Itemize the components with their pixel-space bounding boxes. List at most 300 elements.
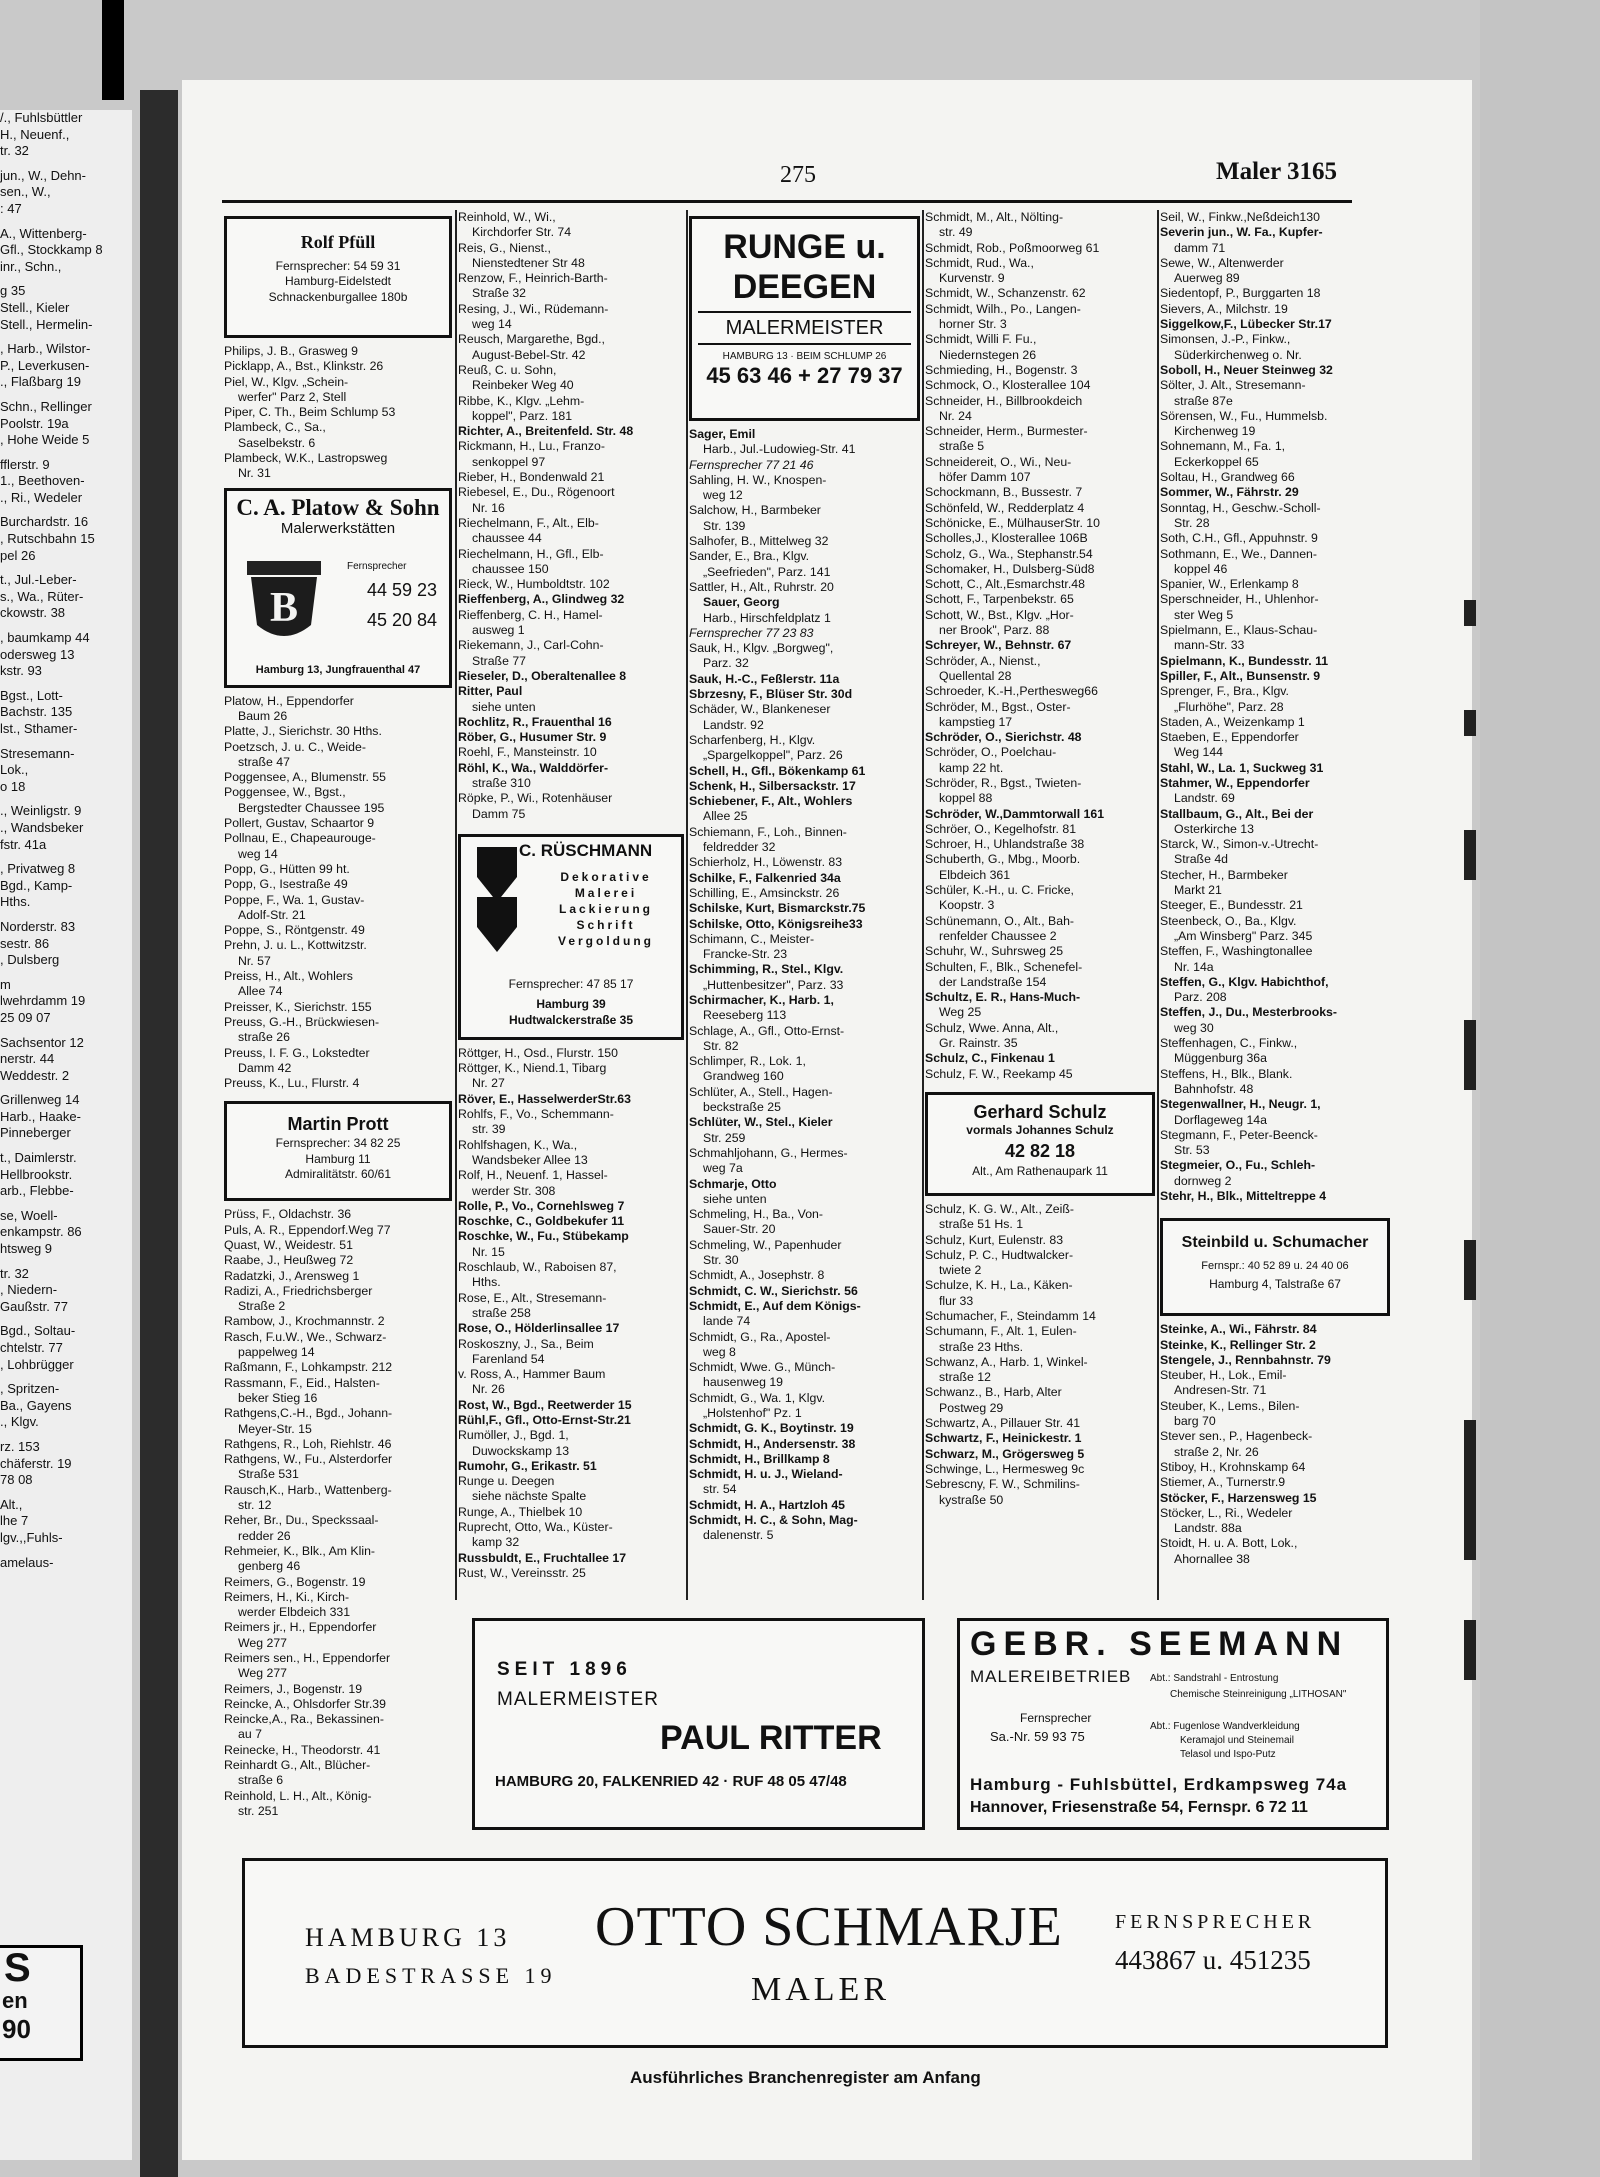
entry-line: Salchow, H., Barmbeker <box>689 503 821 518</box>
entry-line: Kurvenstr. 9 <box>939 271 1005 286</box>
entry-line: Seil, W., Finkw.,Neßdeich130 <box>1160 210 1320 224</box>
service-line: Schrift <box>576 917 636 932</box>
entry-line: Schimming, R., Stel., Klgv. <box>689 962 844 977</box>
entry-line: Str. 82 <box>703 1038 739 1053</box>
entry-line: Str. 259 <box>703 1130 746 1145</box>
entry-line: Schwartz, F., Heinickestr. 1 <box>925 1431 1082 1446</box>
entry-line: Nr. 15 <box>472 1244 505 1259</box>
entry-line: Schmidt, H., Andersenstr. 38 <box>689 1436 856 1451</box>
left-page-line: Stell., Kieler <box>0 299 70 315</box>
entry-line: Weg 277 <box>238 1666 287 1681</box>
entry-line: Schockmann, B., Bussestr. 7 <box>925 485 1083 500</box>
entry-line: Schwanz., B., Harb, Alter <box>925 1385 1062 1400</box>
entry-line: Stoidt, H. u. A. Bott, Lok., <box>1160 1536 1298 1551</box>
entry-line: Soth, C.H., Gfl., Appuhnstr. 9 <box>1160 531 1318 546</box>
entry-line: Harb., Hirschfeldplatz 1 <box>703 610 831 625</box>
entry-line: Schönfeld, W., Redderplatz 4 <box>925 500 1085 515</box>
entry-line: Bergstedter Chaussee 195 <box>238 800 385 815</box>
entry-line: kystraße 50 <box>939 1492 1004 1507</box>
ad-steinbild-schumacher <box>1160 1218 1390 1316</box>
entry-line: Rathgens, W., Fu., Alsterdorfer <box>224 1452 393 1467</box>
ad-name: Rolf Pfüll <box>300 232 376 252</box>
entry-line: Roskoszny, J., Sa., Beim <box>458 1336 594 1351</box>
entry-line: straße 26 <box>238 1030 290 1045</box>
entry-line: ner Brook", Parz. 88 <box>939 623 1050 638</box>
entry-line: Adolf-Str. 21 <box>238 907 306 922</box>
left-page-line: 1., Beethoven- <box>0 473 85 489</box>
entry-line: Str. 28 <box>1174 515 1210 530</box>
left-page-line: , Lohbrügger <box>0 1356 74 1372</box>
ad-address: Hamburg 4, Talstraße 67 <box>1209 1277 1341 1292</box>
entry-line: Schneider, Herm., Burmester- <box>925 424 1088 439</box>
entry-line: Rickmann, H., Lu., Franzo- <box>458 439 605 454</box>
entry-line: Reis, G., Nienst., <box>458 240 551 255</box>
ad-line-1: RUNGE u. <box>723 228 886 266</box>
left-page-line: ., Wandsbeker <box>0 819 84 835</box>
entry-line: Nr. 31 <box>238 466 271 481</box>
ad-since: SEIT 1896 <box>497 1659 632 1680</box>
entry-line: Popp, G., Isestraße 49 <box>224 877 348 892</box>
entry-line: Rumöller, J., Bgd. 1, <box>458 1428 569 1443</box>
ad-phone: Sa.-Nr. 59 93 75 <box>990 1729 1085 1744</box>
entry-line: Richter, A., Breitenfeld. Str. 48 <box>458 424 634 439</box>
entry-line: „Holstenhof" Pz. 1 <box>703 1406 802 1420</box>
entry-line: Schmeling, H., Ba., Von- <box>689 1207 823 1222</box>
entry-line: Schröder, R., Bgst., Twieten- <box>925 775 1082 790</box>
left-page-line: enkampstr. 86 <box>0 1224 82 1240</box>
entry-line: Andresen-Str. 71 <box>1174 1383 1267 1398</box>
entry-line: Stecher, H., Barmbeker <box>1160 867 1288 882</box>
entry-line: Röttger, K., Niend.1, Tibarg <box>458 1061 607 1076</box>
ad-address: Alt., Am Rathenaupark 11 <box>972 1164 1108 1179</box>
ad-street: Admiralitätstr. 60/61 <box>284 1166 392 1181</box>
entry-line: Niedernstegen 26 <box>939 347 1037 362</box>
ad-phone: 42 82 18 <box>1004 1141 1076 1162</box>
entry-line: dornweg 2 <box>1174 1173 1232 1188</box>
entry-line: Fernsprecher 77 21 46 <box>689 457 814 472</box>
entry-line: Simonsen, J.-P., Finkw., <box>1160 332 1291 347</box>
entry-line: Platte, J., Sierichstr. 30 Hths. <box>224 724 382 739</box>
entry-line: Rehmeier, K., Blk., Am Klin- <box>224 1543 376 1558</box>
entry-line: Rausch,K., Harb., Wattenberg- <box>224 1482 392 1497</box>
entry-line: Preisser, K., Sierichstr. 155 <box>224 999 372 1014</box>
entry-line: feldredder 32 <box>703 840 776 855</box>
ad-rolf-pfuell <box>224 216 452 338</box>
entry-line: Auerweg 89 <box>1174 271 1240 286</box>
left-page-line: , Spritzen- <box>0 1381 60 1397</box>
left-page-line: tr. 32 <box>0 143 29 159</box>
entry-line: Ribbe, K., Klgv. „Lehm- <box>458 393 585 408</box>
entry-line: Soboll, H., Neuer Steinweg 32 <box>1160 362 1333 377</box>
entry-line: Steuber, K., Lems., Bilen- <box>1160 1398 1300 1413</box>
left-page-line: , Hohe Weide 5 <box>0 432 90 448</box>
entry-line: Plambeck, C., Sa., <box>224 420 326 435</box>
left-page-line: Stresemann- <box>0 745 75 761</box>
left-page-line: rz. 153 <box>0 1438 40 1454</box>
entry-line: Philips, J. B., Grasweg 9 <box>224 344 358 358</box>
entry-line: Schröer, O., Kegelhofstr. 81 <box>925 821 1077 836</box>
entry-line: v. Ross, A., Hammer Baum <box>458 1367 606 1382</box>
entry-line: Schwarz, M., Grögersweg 5 <box>925 1446 1085 1461</box>
entry-line: Reinbeker Weg 40 <box>472 378 574 393</box>
entry-line: Schroeder, K.-H.,Perthesweg66 <box>925 684 1098 699</box>
left-page-line: ., Weinligstr. 9 <box>0 803 82 819</box>
entry-line: Stallbaum, G., Alt., Bei der <box>1160 806 1314 821</box>
entry-line: August-Bebel-Str. 42 <box>472 347 586 362</box>
entry-line: Schierholz, H., Löwenstr. 83 <box>689 855 843 870</box>
entry-line: Gr. Rainstr. 35 <box>939 1036 1018 1051</box>
entry-line: Runge u. Deegen <box>458 1474 555 1489</box>
left-page-line: odersweg 13 <box>0 646 75 662</box>
entry-line: Markt 21 <box>1174 883 1222 898</box>
ad-name: Steinbild u. Schumacher <box>1181 1234 1369 1252</box>
entry-line: mann-Str. 33 <box>1174 638 1245 653</box>
entry-line: Sperschneider, H., Uhlenhor- <box>1160 592 1319 607</box>
entry-line: Steinke, A., Wi., Fährstr. 84 <box>1160 1322 1317 1337</box>
left-page-line: Harb., Haake- <box>0 1108 81 1124</box>
footer-note: Ausführliches Branchenregister am Anfang <box>630 2068 981 2087</box>
entry-line: Schmidt, W., Schanzenstr. 62 <box>925 286 1086 301</box>
left-page-line: htsweg 9 <box>0 1241 53 1257</box>
left-page-line: ., Ri., Wedeler <box>0 489 83 505</box>
entry-line: str. 39 <box>472 1122 506 1137</box>
entry-line: Reuß, C. u. Sohn, <box>458 362 557 377</box>
ad-abt-1: Abt.: Sandstrahl - Entrostung <box>1150 1673 1279 1684</box>
entry-line: chaussee 44 <box>472 531 542 546</box>
left-page-fragment <box>0 110 132 2160</box>
left-page-line: ., Klgv. <box>0 1414 39 1430</box>
entry-line: weg 12 <box>703 488 743 503</box>
entry-line: „Flurhöhe", Parz. 28 <box>1174 699 1284 714</box>
entry-line: Schröder, W.,Dammtorwall 161 <box>925 806 1105 821</box>
entry-line: Poggensee, A., Blumenstr. 55 <box>224 770 387 785</box>
entry-line: Reinhold, W., Wi., <box>458 210 556 224</box>
entry-line: Schiemann, F., Loh., Binnen- <box>689 824 847 839</box>
entry-line: Landstr. 92 <box>703 717 764 732</box>
left-page-line: Bgd., Kamp- <box>0 877 73 893</box>
entry-line: „Huttenbesitzer", Parz. 33 <box>703 977 844 992</box>
entry-line: Schmidt, G. K., Boytinstr. 19 <box>689 1421 854 1436</box>
ad-name: C. A. Platow & Sohn <box>236 494 440 520</box>
entry-line: Schulze, K. H., La., Käken- <box>925 1278 1073 1293</box>
entry-line: dalenenstr. 5 <box>703 1528 774 1543</box>
ad-gerhard-schulz <box>925 1092 1155 1196</box>
ad-right-1: FERNSPRECHER <box>1115 1911 1316 1933</box>
entry-line: Schröder, A., Nienst., <box>925 653 1041 668</box>
left-page-line: Stell., Hermelin- <box>0 316 93 332</box>
entry-line: Rose, O., Hölderlinsallee 17 <box>458 1321 620 1336</box>
left-page-line: Weddestr. 2 <box>0 1067 70 1083</box>
column-2 <box>458 210 684 1581</box>
entry-line: Steffenhagen, C., Finkw., <box>1160 1036 1298 1051</box>
entry-line: Reimers, H., Ki., Kirch- <box>224 1589 350 1604</box>
left-page-line: Hths. <box>0 894 31 910</box>
entry-line: Schilke, F., Falkenried 34a <box>689 870 841 885</box>
entry-line: Stöcker, L., Ri., Wedeler <box>1160 1505 1293 1520</box>
left-page-line: t., Jul.-Leber- <box>0 572 77 588</box>
entry-line: Poggensee, W., Bgst., <box>224 785 346 800</box>
entry-line: Schwartz, A., Pillauer Str. 41 <box>925 1416 1081 1431</box>
entry-line: Wandsbeker Allee 13 <box>472 1152 588 1167</box>
entry-line: Poetzsch, J. u. C., Weide- <box>224 739 366 754</box>
entry-line: Rasch, F.u.W., We., Schwarz- <box>224 1329 387 1344</box>
column-divider <box>922 210 924 1600</box>
entry-line: weg 30 <box>1174 1020 1214 1035</box>
entry-line: flur 33 <box>939 1293 974 1308</box>
entry-line: Schwanz, A., Harb. 1, Winkel- <box>925 1354 1088 1369</box>
entry-line: Damm 75 <box>472 806 526 821</box>
entry-line: Reeseberg 113 <box>703 1008 787 1023</box>
entry-line: kampstieg 17 <box>939 714 1013 729</box>
entry-line: Schmidt, G., Ra., Apostel- <box>689 1329 831 1344</box>
entry-line: Rolle, P., Vo., Cornehlsweg 7 <box>458 1198 625 1213</box>
left-page-line: chtelstr. 77 <box>0 1340 63 1355</box>
entry-line: Soltau, H., Grandweg 66 <box>1160 470 1295 485</box>
ad-title: MALERMEISTER <box>497 1689 659 1710</box>
entry-line: Puls, A. R., Eppendorf.Weg 77 <box>224 1222 391 1237</box>
entry-line: Sager, Emil <box>689 427 756 441</box>
entry-line: koppel 46 <box>1174 561 1228 576</box>
entry-line: Preuss, I. F. G., Lokstedter <box>224 1045 370 1060</box>
entry-line: Reher, Br., Du., Speckssaal- <box>224 1513 379 1528</box>
entry-line: Sauk, H.-C., Feßlerstr. 11a <box>689 671 840 686</box>
left-page-ad-fragment <box>0 1945 83 2061</box>
entry-line: Schilling, E., Amsinckstr. 26 <box>689 885 840 900</box>
column-5 <box>1160 210 1390 1567</box>
entry-line: Schilske, Kurt, Bismarckstr.75 <box>689 901 866 916</box>
entry-line: straße 12 <box>939 1370 991 1385</box>
entry-line: Weg 25 <box>939 1005 982 1020</box>
left-page-line: Grillenweg 14 <box>0 1092 80 1108</box>
ad-left-1: HAMBURG 13 <box>305 1923 511 1952</box>
left-page-line: Lok., <box>0 762 29 778</box>
column-divider <box>686 210 688 1600</box>
left-page-line: pel 26 <box>0 547 36 563</box>
left-page-line: s., Wa., Rüter- <box>0 588 84 604</box>
left-page-line: Pinneberger <box>0 1125 71 1141</box>
entry-line: Russbuldt, E., Fruchtallee 17 <box>458 1550 627 1565</box>
entry-line: Schomaker, H., Dulsberg-Süd8 <box>925 561 1095 576</box>
entry-line: Reinhardt G., Alt., Blücher- <box>224 1758 371 1773</box>
entry-line: Steuber, H., Lok., Emil- <box>1160 1368 1287 1383</box>
service-line: Vergoldung <box>558 933 654 948</box>
entry-line: Osterkirche 13 <box>1174 821 1254 836</box>
entry-line: Schmarje, Otto <box>689 1176 777 1191</box>
entry-line: redder 26 <box>238 1528 291 1543</box>
entry-line: straße 47 <box>238 754 290 769</box>
entry-line: weg 7a <box>703 1161 743 1176</box>
left-page-line: o 18 <box>0 778 26 794</box>
left-page-line: , Privatweg 8 <box>0 861 76 877</box>
left-page-line: Bgd., Soltau- <box>0 1323 76 1339</box>
ad-address-2: Hannover, Friesenstraße 54, Fernspr. 6 72 11 <box>970 1799 1308 1816</box>
entry-line: Pollert, Gustav, Schaartor 9 <box>224 816 375 831</box>
entry-line: Reimers, G., Bogenstr. 19 <box>224 1574 366 1589</box>
entry-line: str. 12 <box>238 1498 272 1513</box>
entry-line: Bahnhofstr. 48 <box>1174 1081 1254 1096</box>
left-page-line: ., Flaßbarg 19 <box>0 374 81 390</box>
entry-line: Schulz, F. W., Reekamp 45 <box>925 1066 1073 1081</box>
entry-line: Rust, W., Vereinsstr. 25 <box>458 1565 586 1580</box>
ad-phone-label: Fernsprecher <box>347 560 407 572</box>
left-page-line: 25 09 07 <box>0 1009 51 1025</box>
entry-line: Radizi, A., Friedrichsberger <box>224 1283 373 1298</box>
entry-line: Straße 77 <box>472 653 526 668</box>
entry-line: Kirchdorfer Str. 74 <box>472 225 572 240</box>
entry-line: straße 6 <box>238 1773 284 1788</box>
entry-line: Reincke,A., Ra., Bekassinen- <box>224 1712 384 1727</box>
left-page-line: sen., W., <box>0 184 51 200</box>
entry-line: Röttger, H., Osd., Flurstr. 150 <box>458 1045 618 1060</box>
left-page-line: se, Woell- <box>0 1207 58 1223</box>
entry-line: Schenk, H., Silbersackstr. 17 <box>689 778 856 793</box>
entry-line: Schmidt, H. u. J., Wieland- <box>689 1467 843 1482</box>
entry-line: Allee 74 <box>238 984 283 999</box>
entry-line: Schulz, C., Finkenau 1 <box>925 1051 1055 1066</box>
service-line: Dekorative <box>560 869 652 884</box>
entry-line: Schlage, A., Gfl., Otto-Ernst- <box>689 1023 845 1038</box>
entry-line: Schröder, M., Bgst., Oster- <box>925 699 1071 714</box>
ad-city: Hamburg 39 <box>536 996 606 1011</box>
ad-street: Hudtwalckerstraße 35 <box>508 1012 634 1027</box>
entry-line: ster Weg 5 <box>1174 607 1234 622</box>
entry-line: Rieffenberg, C. H., Hamel- <box>458 607 603 622</box>
entry-line: Nr. 57 <box>238 953 271 968</box>
column-3 <box>689 210 920 1544</box>
entry-line: Hths. <box>472 1275 501 1290</box>
entry-line: Sommer, W., Fährstr. 29 <box>1160 485 1299 500</box>
entry-line: Schmidt, M., Alt., Nölting- <box>925 210 1064 224</box>
left-page-line: Alt., <box>0 1496 23 1512</box>
entry-line: Rühl,F., Gfl., Otto-Ernst-Str.21 <box>458 1413 631 1427</box>
ad-line-2: DEEGEN <box>732 268 877 306</box>
entry-line: Schuhr, W., Suhrsweg 25 <box>925 944 1064 959</box>
entry-line: Landstr. 69 <box>1174 791 1235 806</box>
entry-line: Sauk, H., Klgv. „Borgweg", <box>689 641 834 656</box>
left-page-line: nerstr. 44 <box>0 1051 55 1067</box>
entry-line: Schneider, H., Billbrookdeich <box>925 393 1083 408</box>
entry-line: Quellental 28 <box>939 668 1012 683</box>
entry-line: Rathgens, R., Loh, Riehlstr. 46 <box>224 1436 392 1451</box>
entry-line: Quast, W., Weidestr. 51 <box>224 1237 353 1252</box>
entry-line: Rochlitz, R., Frauenthal 16 <box>458 714 612 729</box>
entry-line: Siggelkow,F., Lübecker Str.17 <box>1160 317 1332 332</box>
entry-line: Parz. 208 <box>1174 990 1227 1005</box>
entry-line: str. 54 <box>703 1482 737 1497</box>
entry-line: Ruprecht, Otto, Wa., Küster- <box>458 1520 613 1535</box>
entry-line: Schünemann, O., Alt., Bah- <box>925 913 1075 928</box>
left-page-line: lwehrdamm 19 <box>0 993 86 1009</box>
entry-line: Röver, E., HasselwerderStr.63 <box>458 1091 631 1106</box>
ad-phone-1: 44 59 23 <box>367 579 438 600</box>
left-page-line: arb., Flebbe- <box>0 1183 74 1199</box>
entry-line: straße 23 Hths. <box>939 1339 1024 1354</box>
entry-line: Sölter, J. Alt., Stresemann- <box>1160 378 1306 393</box>
column-divider <box>1157 210 1159 1600</box>
entry-line: Landstr. 88a <box>1174 1521 1242 1536</box>
entry-line: Reimers sen., H., Eppendorfer <box>224 1651 391 1665</box>
entry-line: koppel 88 <box>939 791 993 806</box>
entry-line: Schott, C., Alt.,Esmarchstr.48 <box>925 577 1085 592</box>
entry-line: straße 2, Nr. 26 <box>1174 1444 1259 1459</box>
entry-line: Schroer, H., Uhlandstraße 38 <box>925 837 1085 852</box>
entry-line: Sander, E., Bra., Klgv. <box>689 549 810 564</box>
entry-line: au 7 <box>238 1727 262 1742</box>
entry-line: Spanier, W., Erlenkamp 8 <box>1160 577 1299 592</box>
ad-address: Hamburg 13, Jungfrauenthal 47 <box>255 663 421 676</box>
entry-line: Prehn, J. u. L., Kottwitzstr. <box>224 938 367 953</box>
left-page-line: 78 08 <box>0 1472 33 1488</box>
entry-line: Röpke, P., Wi., Rotenhäuser <box>458 791 613 806</box>
left-page-line: fflerstr. 9 <box>0 456 50 472</box>
left-page-line: , Niedern- <box>0 1282 58 1298</box>
entry-line: höfer Damm 107 <box>939 470 1031 485</box>
entry-line: Straße 531 <box>238 1467 299 1482</box>
entry-line: Schmieding, H., Bogenstr. 3 <box>925 362 1078 377</box>
entry-line: straße 87e <box>1174 393 1233 408</box>
entry-line: Pollnau, E., Chapeaurouge- <box>224 831 376 846</box>
entry-line: Steffen, G., Klgv. Habichthof, <box>1160 974 1329 989</box>
entry-line: beckstraße 25 <box>703 1100 781 1115</box>
entry-line: Nr. 27 <box>472 1076 505 1091</box>
entry-line: Stahl, W., La. 1, Suckweg 31 <box>1160 760 1324 775</box>
entry-line: straße 51 Hs. 1 <box>939 1217 1024 1232</box>
entry-line: Eckerkoppel 65 <box>1174 454 1259 469</box>
entry-line: Harb., Jul.-Ludowieg-Str. 41 <box>703 442 856 457</box>
header-rule <box>222 200 1352 203</box>
entry-line: Scholles,J., Klosterallee 106B <box>925 531 1088 546</box>
entry-line: Schmidt, Wilh., Po., Langen- <box>925 301 1081 316</box>
entry-line: Schulz, Wwe. Anna, Alt., <box>925 1020 1059 1035</box>
entry-line: Preuss, K., Lu., Flurstr. 4 <box>224 1076 360 1091</box>
entry-line: Steffen, J., Du., Mesterbrooks- <box>1160 1005 1337 1020</box>
ad-sub: MALER <box>751 1971 890 2008</box>
entry-line: Rohlfshagen, K., Wa., <box>458 1137 578 1152</box>
ad-name: PAUL RITTER <box>660 1719 882 1757</box>
entry-line: Schröder, O., Sierichstr. 48 <box>925 730 1082 745</box>
entry-line: Nienstedtener Str 48 <box>472 255 585 270</box>
entry-line: Schmidt, H. C., & Sohn, Mag- <box>689 1513 858 1528</box>
column-divider <box>455 210 457 1600</box>
entry-line: Duwockskamp 13 <box>472 1443 570 1458</box>
entry-line: str. 251 <box>238 1803 279 1818</box>
left-page-line: m <box>0 976 11 992</box>
entry-line: Schwinge, L., Hermesweg 9c <box>925 1461 1085 1476</box>
entry-line: Riekemann, J., Carl-Cohn- <box>458 638 604 653</box>
entry-line: Schmidt, Rud., Wa., <box>925 255 1034 270</box>
entry-line: Reusch, Margarethe, Bgd., <box>458 332 605 347</box>
entry-line: Sothmann, E., We., Dannen- <box>1160 546 1317 561</box>
entry-line: Sbrzesny, F., Blüser Str. 30d <box>689 687 853 702</box>
entry-line: Preiss, H., Alt., Wohlers <box>224 969 353 984</box>
left-box-line: en <box>2 1988 28 2013</box>
entry-line: Schirmacher, K., Harb. 1, <box>689 992 834 1007</box>
entry-line: Francke-Str. 23 <box>703 947 788 962</box>
entry-line: Saselbekstr. 6 <box>238 435 316 450</box>
entry-line: Rost, W., Bgd., Reetwerder 15 <box>458 1397 632 1412</box>
left-page-line: Hellbrookstr. <box>0 1166 73 1182</box>
entry-line: der Landstraße 154 <box>939 974 1047 989</box>
entry-line: hausenweg 19 <box>703 1375 783 1390</box>
entry-line: Rassmann, F., Eid., Halsten- <box>224 1375 380 1390</box>
entry-line: Steeger, E., Bundesstr. 21 <box>1160 898 1303 913</box>
left-page-line: Ba., Gayens <box>0 1397 72 1413</box>
entry-line: Riechelmann, F., Alt., Elb- <box>458 515 599 530</box>
entry-line: beker Stieg 16 <box>238 1390 318 1405</box>
ad-phone: Fernspr.: 40 52 89 u. 24 40 06 <box>1201 1260 1349 1273</box>
left-page-line: Burchardstr. 16 <box>0 514 89 530</box>
entry-line: ausweg 1 <box>472 623 525 638</box>
